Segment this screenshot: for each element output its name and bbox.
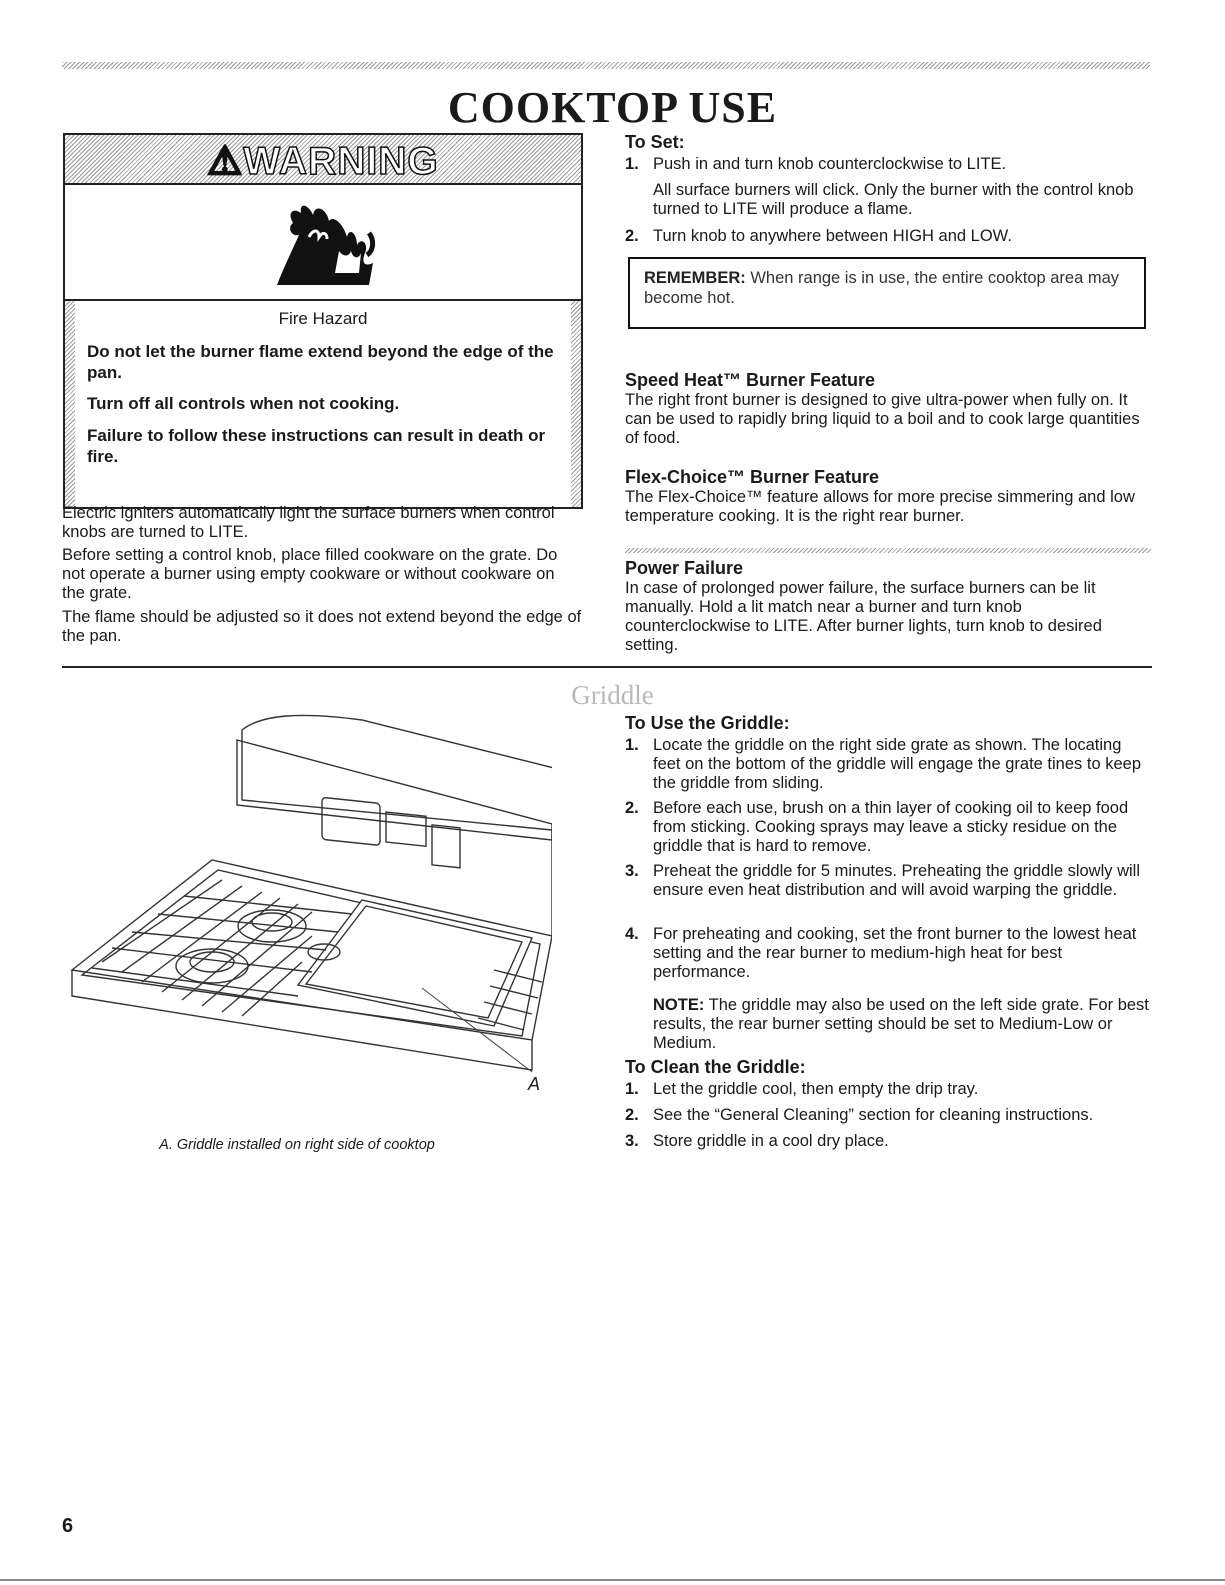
paragraph: Electric igniters automatically light the surface burners when control knobs are turned to LITE. [62,504,555,541]
warning-title: ⚠WARNING [207,140,439,183]
griddle-title: Griddle [571,680,654,710]
fire-hazard-icon [269,193,389,289]
warning-body [65,301,581,507]
note-label: NOTE: [653,996,705,1014]
remember-text: When range is in use, the entire cooktop area may become hot. [644,269,1120,307]
step-number: 1. [625,1080,639,1098]
note-text: The griddle may also be used on the left side grate. For best results, the rear burner setting should be set to Medium-Low or Medium. [653,996,1149,1052]
speed-heat-section [625,370,1150,448]
page-title: COOKTOP USE [447,83,778,132]
bottom-rule [0,1579,1225,1581]
step-text: Store griddle in a cool dry place. [653,1132,889,1150]
warning-text-panel [75,301,571,507]
warning-line: Do not let the burner flame extend beyond the edge of the pan. [87,342,554,382]
power-failure-section [625,558,1150,655]
step-text: For preheating and cooking, set the front burner to the lowest heat setting and the rear burner to medium-high heat for best performance. [653,925,1137,981]
step-number: 1. [625,736,639,754]
clean-griddle-section [625,1057,1150,1160]
section-divider [625,548,1151,553]
step-text: Locate the griddle on the right side grate as shown. The locating feet on the bottom of the griddle will engage the grate tines to keep the griddle from sliding. [653,736,1141,792]
warning-box [63,133,583,509]
use-griddle-section [625,713,1150,1061]
step-number: 4. [625,925,639,943]
hazard-label: Fire Hazard [278,309,368,328]
section-heading: Power Failure [625,558,744,578]
step-text: Turn knob to anywhere between HIGH and LOW. [653,227,1012,245]
step-text: Before each use, brush on a thin layer of cooking oil to keep food from sticking. Cooking sprays may leave a sticky residue on the griddle that is hard to remove. [653,799,1129,855]
flex-choice-section [625,467,1150,526]
top-hatch-rule [62,62,1150,69]
section-text: The right front burner is designed to give ultra-power when fully on. It can be used to rapidly bring liquid to a boil and to cook large quantities of food. [625,391,1140,447]
step-text: See the “General Cleaning” section for cleaning instructions. [653,1106,1094,1124]
paragraph: The flame should be adjusted so it does not extend beyond the edge of the pan. [62,608,582,645]
section-text: The Flex-Choice™ feature allows for more precise simmering and low temperature cooking. It is the right rear burner. [625,488,1135,525]
figure-label: A [528,1074,541,1094]
step-text: Push in and turn knob counterclockwise to LITE. [653,155,1007,173]
warning-header [65,135,581,183]
step-text: Preheat the griddle for 5 minutes. Preheating the griddle slowly will ensure even heat distribution and will avoid warping the griddle. [653,862,1141,899]
step-text: Let the griddle cool, then empty the drip tray. [653,1080,979,1098]
section-heading: To Clean the Griddle: [625,1057,806,1077]
section-rule [62,666,1152,668]
figure-caption: A. Griddle installed on right side of cooktop [159,1137,435,1153]
step-number: 2. [625,227,639,245]
section-heading: Flex-Choice™ Burner Feature [625,467,880,487]
paragraph: Before setting a control knob, place filled cookware on the grate. Do not operate a burner using empty cookware or without cookware on the grate. [62,546,558,602]
section-text: In case of prolonged power failure, the surface burners can be lit manually. Hold a lit match near a burner and turn knob counterclockwise to LITE. After burner lights, turn knob to desired setting. [625,579,1102,654]
remember-box [628,257,1146,329]
to-set-section [625,132,1150,259]
remember-label: REMEMBER: [644,269,746,287]
step-number: 3. [625,1132,639,1150]
warning-icon-area [65,183,581,301]
section-heading: To Use the Griddle: [625,713,790,733]
step-text: All surface burners will click. Only the burner with the control knob turned to LITE will produce a flame. [653,181,1134,218]
step-number: 2. [625,799,639,817]
page-number: 6 [62,1515,74,1537]
step-number: 3. [625,862,639,880]
section-heading: To Set: [625,132,685,152]
step-number: 2. [625,1106,639,1124]
step-number: 1. [625,155,639,173]
warning-line: Turn off all controls when not cooking. [87,394,400,413]
section-heading: Speed Heat™ Burner Feature [625,370,876,390]
cooktop-griddle-illustration [62,700,552,1130]
warning-line: Failure to follow these instructions can result in death or fire. [87,426,546,466]
